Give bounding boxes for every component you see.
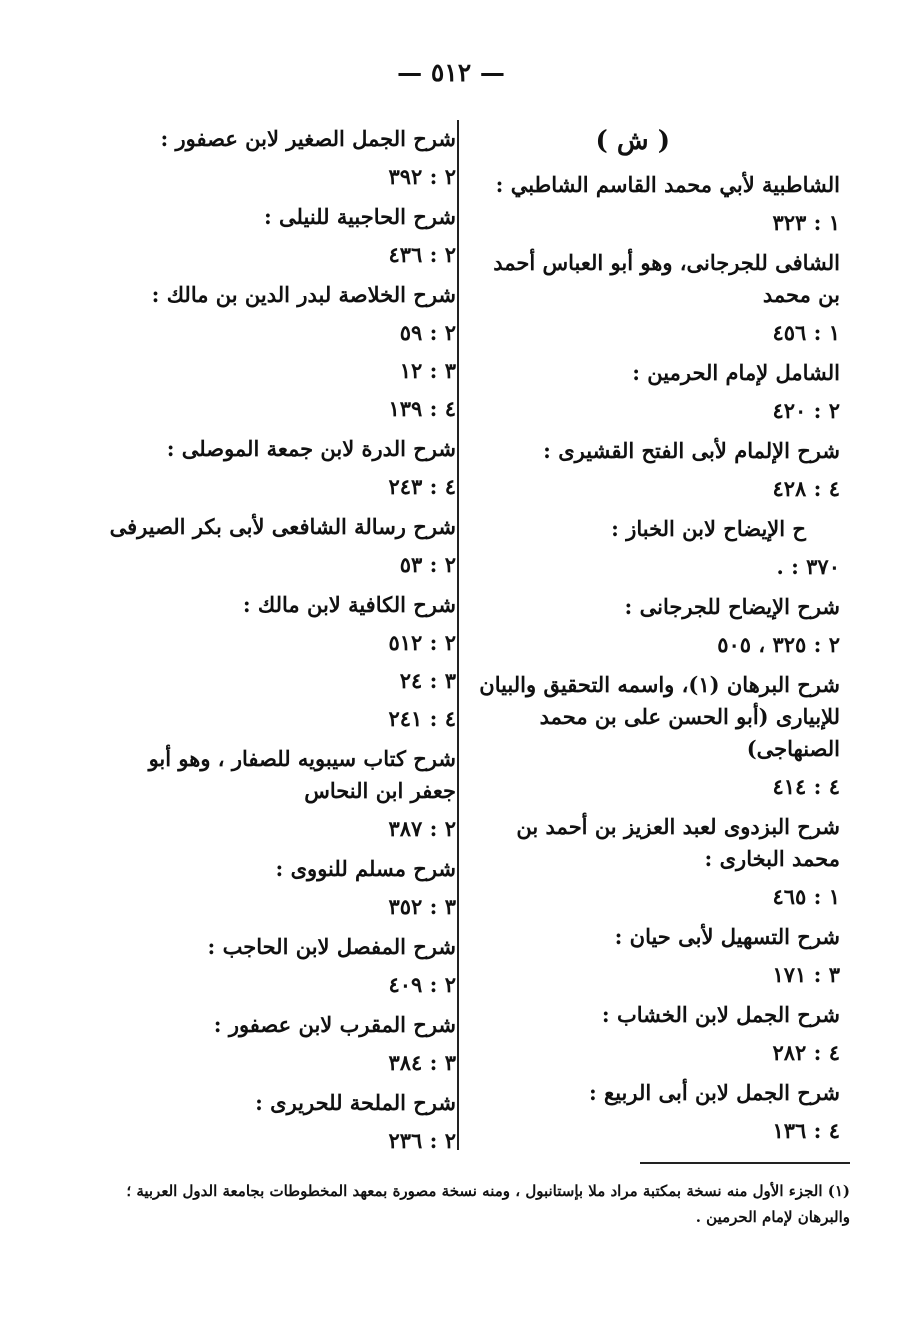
right-column-entries [468, 164, 840, 1150]
entry-reference: ٢ : ٣٢٥ ، ٥٠٥ [717, 632, 840, 657]
entry-reference: ٢ : ٣٩٢ [388, 164, 456, 189]
footnote-rule [640, 1162, 850, 1164]
entry-reference: ٣ : ١٢ [399, 358, 456, 383]
index-entry [468, 352, 840, 430]
entry-reference: ٣٧٠ : . [776, 554, 840, 579]
index-entry [98, 1082, 456, 1160]
entry-reference: ٢ : ٤٢٠ [772, 398, 840, 423]
index-entry [468, 430, 840, 508]
entry-title: شرح المفصل لابن الحاجب : [207, 934, 456, 959]
entry-reference: ١ : ٤٦٥ [772, 884, 840, 909]
entry-reference: ٣ : ٢٤ [399, 668, 456, 693]
index-entry [98, 428, 456, 506]
entry-title: شرح الجمل لابن أبى الربيع : [588, 1080, 840, 1105]
index-entry [98, 196, 456, 274]
entry-reference: ٣ : ١٧١ [772, 962, 840, 987]
entry-reference: ٤ : ٤١٤ [772, 774, 840, 799]
right-column [468, 118, 840, 1150]
entry-reference: ٢ : ٥٩ [399, 320, 456, 345]
entry-title: شرح الإلمام لأبى الفتح القشيرى : [543, 438, 840, 463]
index-entry [98, 848, 456, 926]
index-entry [98, 118, 456, 196]
index-entry [468, 664, 840, 806]
index-entry [468, 164, 840, 242]
entry-title: شرح الخلاصة لبدر الدين بن مالك : [151, 282, 456, 307]
entry-title: الشافى للجرجانى، وهو أبو العباس أحمد بن محمد [493, 250, 840, 307]
entry-reference: ٤ : ١٣٩ [388, 396, 456, 421]
entry-title: شرح المقرب لابن عصفور : [213, 1012, 456, 1037]
page-number: — ٥١٢ — [397, 58, 505, 87]
entry-title: شرح التسهيل لأبى حيان : [614, 924, 840, 949]
entry-reference: ٢ : ٥٣ [399, 552, 456, 577]
entry-reference: ٢ : ٣٨٧ [388, 816, 456, 841]
index-entry [98, 506, 456, 584]
index-entry [98, 584, 456, 738]
entry-reference: ٣ : ٣٥٢ [388, 894, 456, 919]
entry-title: شرح الكافية لابن مالك : [242, 592, 456, 617]
entry-reference: ٤ : ٢٤١ [388, 706, 456, 731]
index-entry [468, 1072, 840, 1150]
entry-title: الشاطبية لأبي محمد القاسم الشاطبي : [495, 172, 840, 197]
entry-title: شرح البزدوى لعبد العزيز بن أحمد بن محمد البخارى : [516, 814, 840, 871]
entry-title: شرح البرهان (١)، واسمه التحقيق والبيان للإبيارى (أبو الحسن على بن محمد الصنهاجى) [479, 672, 840, 761]
entry-reference: ٤ : ٢٨٢ [772, 1040, 840, 1065]
entry-reference: ١ : ٤٥٦ [772, 320, 840, 345]
index-entry [468, 242, 840, 352]
index-entry [468, 916, 840, 994]
index-entry [468, 508, 840, 586]
index-entry [98, 738, 456, 848]
entry-title: شرح الملحة للحريرى : [255, 1090, 456, 1115]
footnote: (١) الجزء الأول منه نسخة بمكتبة مراد ملا بإستانبول ، ومنه نسخة مصورة بمعهد المخطوطات بجامعة الدول العربية ؛ والبرهان لإمام الحرمين . [126, 1182, 850, 1226]
entry-reference: ٣ : ٣٨٤ [388, 1050, 456, 1075]
entry-title: شرح كتاب سيبويه للصفار ، وهو أبو جعفر ابن النحاس [148, 746, 456, 803]
entry-reference: ٤ : ٢٤٣ [388, 474, 456, 499]
entry-title: شرح الجمل لابن الخشاب : [601, 1002, 840, 1027]
left-column-entries [98, 118, 456, 1160]
entry-title: شرح الحاجبية للنيلى : [263, 204, 456, 229]
entry-reference: ٢ : ٤٣٦ [388, 242, 456, 267]
entry-reference: ٤ : ١٣٦ [772, 1118, 840, 1143]
left-column [98, 118, 456, 1160]
entry-reference: ٢ : ٤٠٩ [388, 972, 456, 997]
entry-reference: ٢ : ٢٣٦ [388, 1128, 456, 1153]
entry-reference: ٢ : ٥١٢ [388, 630, 456, 655]
entry-title: ح الإيضاح لابن الخباز : [611, 516, 806, 541]
entry-title: شرح الدرة لابن جمعة الموصلى : [166, 436, 456, 461]
entry-title: شرح رسالة الشافعى لأبى بكر الصيرفى [109, 514, 456, 539]
column-divider [457, 120, 459, 1150]
index-entry [98, 1004, 456, 1082]
index-entry [98, 274, 456, 428]
entry-title: شرح الجمل الصغير لابن عصفور : [160, 126, 456, 151]
entry-title: شرح مسلم للنووى : [275, 856, 456, 881]
index-entry [468, 586, 840, 664]
entry-title: شرح الإيضاح للجرجانى : [624, 594, 840, 619]
section-letter: ( ش ) [595, 126, 670, 156]
index-entry [98, 926, 456, 1004]
entry-title: الشامل لإمام الحرمين : [632, 360, 840, 385]
entry-reference: ٤ : ٤٢٨ [772, 476, 840, 501]
entry-reference: ١ : ٣٢٣ [772, 210, 840, 235]
index-entry [468, 994, 840, 1072]
index-entry [468, 806, 840, 916]
